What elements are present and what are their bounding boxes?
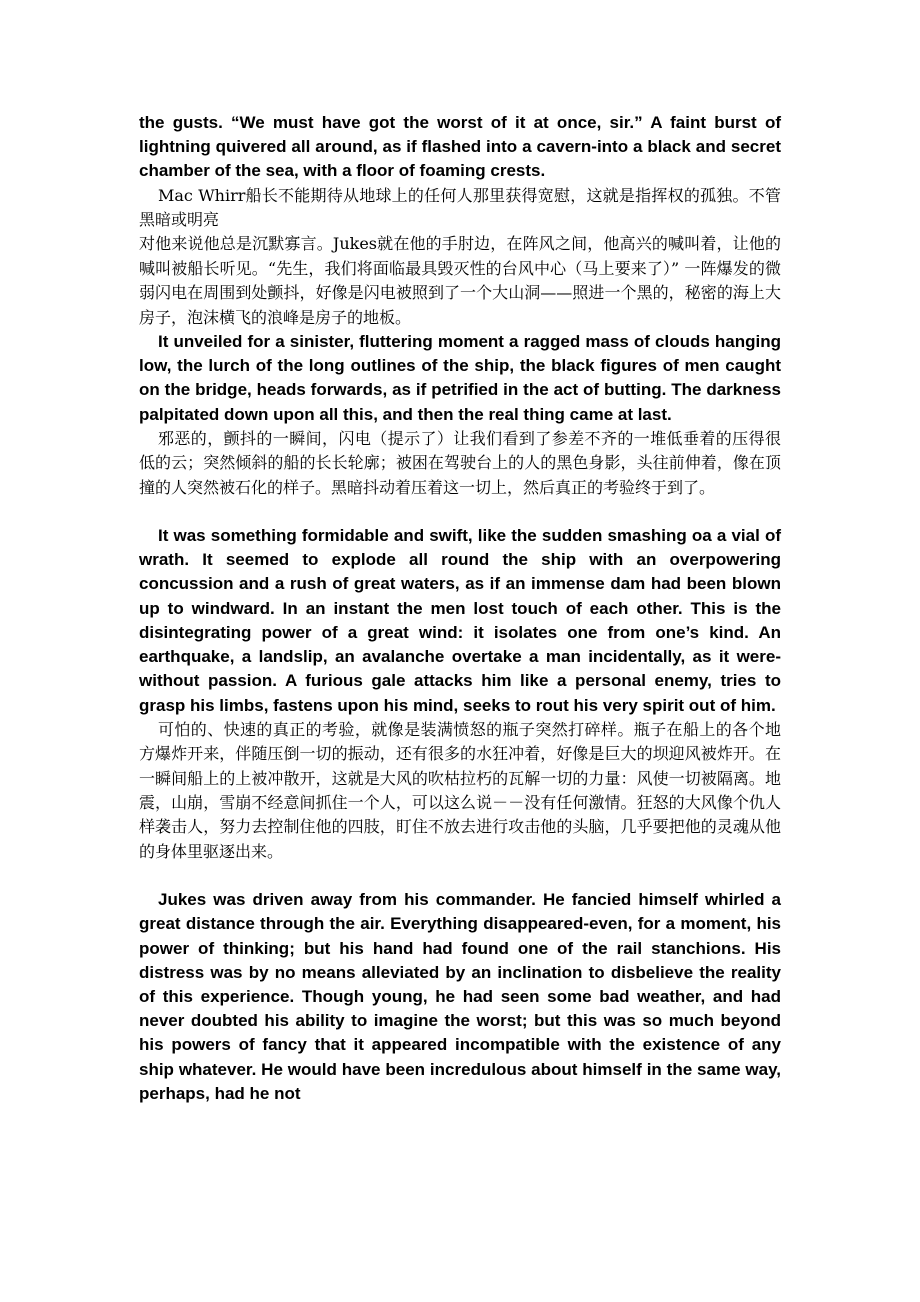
english-paragraph: Jukes was driven away from his commander. He fancied himself whirled a great distance through the air. Everything disappeared-even, for a moment, his power of thinking; but his hand had found one of the rail stanchions. His distress was by no means alleviated by an inclination to disbelieve the reality of this experience. Though young, he had seen some bad weather, and had never doubted his ability to imagine the worst; but this was so much beyond his powers of fancy that it appeared incompatible with the existence of any ship whatever. He would have been incredulous about himself in the same way, perhaps, had he not — [139, 890, 781, 1103]
english-paragraph: the gusts. “We must have got the worst of it at once, sir.” A faint burst of lightning quivered all around, as if flashed into a cavern-into a black and secret chamber of the sea, with a floor of foaming crests. — [139, 113, 781, 181]
chinese-paragraph: Mac Whirr船长不能期待从地球上的任何人那里获得宽慰，这就是指挥权的孤独。不管黑暗或明亮 — [139, 185, 781, 230]
chinese-paragraph: 邪恶的，颤抖的一瞬间，闪电（提示了）让我们看到了参差不齐的一堆低垂着的压得很低的云；突然倾斜的船的长长轮廓；被困在驾驶台上的人的黑色身影，头往前伸着，像在顶撞的人突然被石化的样子。黑暗抖动着压着这一切上，然后真正的考验终于到了。 — [139, 428, 781, 497]
chinese-paragraph: 对他来说他总是沉默寡言。Jukes就在他的手肘边，在阵风之间，他高兴的喊叫着，让他的喊叫被船长听见。“先生，我们将面临最具毁灭性的台风中心（马上要来了）” 一阵爆发的微弱闪电在周围到处颤抖，好像是闪电被照到了一个大山洞——照进一个黑的，秘密的海上大房子，泡沫横飞的浪峰是房子的地板。 — [139, 234, 781, 327]
paragraph-spacer — [139, 500, 781, 524]
chinese-paragraph: 可怕的、快速的真正的考验，就像是装满愤怒的瓶子突然打碎样。瓶子在船上的各个地方爆炸开来，伴随压倒一切的振动，还有很多的水狂冲着，好像是巨大的坝迎风被炸开。在一瞬间船上的上被冲散开，这就是大风的吹枯拉朽的瓦解一切的力量：风使一切被隔离。地震，山崩，雪崩不经意间抓住一个人，可以这么说－－没有任何激情。狂怒的大风像个仇人样袭击人，努力去控制住他的四肢，盯住不放去进行攻击他的头脑，几乎要把他的灵魂从他的身体里驱逐出来。 — [139, 719, 781, 861]
document-page — [139, 111, 781, 1106]
paragraph-spacer — [139, 864, 781, 888]
english-paragraph: It was something formidable and swift, like the sudden smashing oa a vial of wrath. It seemed to explode all round the ship with an overpowering concussion and a rush of great waters, as if an immense dam had been blown up to windward. In an instant the men lost touch of each other. This is the disintegrating power of a great wind: it isolates one from one’s kind. An earthquake, a landslip, an avalanche overtake a man incidentally, as it were-without passion. A furious gale attacks him like a personal enemy, tries to grasp his limbs, fastens upon his mind, seeks to rout his very spirit out of him. — [139, 526, 781, 715]
english-paragraph: It unveiled for a sinister, fluttering moment a ragged mass of clouds hanging low, the lurch of the long outlines of the ship, the black figures of men caught on the bridge, heads forwards, as if petrified in the act of butting. The darkness palpitated down upon all this, and then the real thing came at last. — [139, 332, 781, 424]
